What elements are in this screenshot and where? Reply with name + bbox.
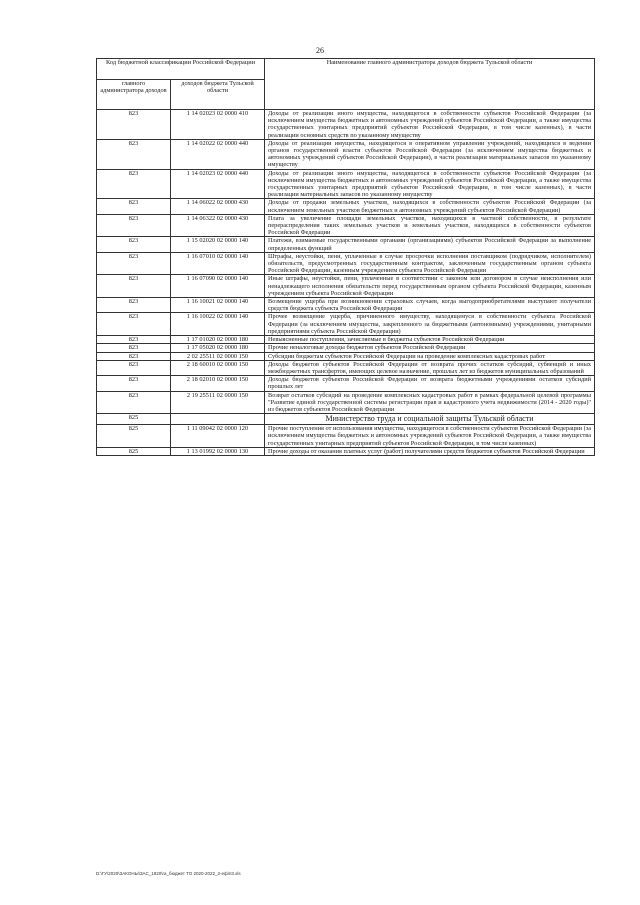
header-budget-income: доходов бюджета Тульской области [171, 80, 265, 110]
income-code-cell: 2 19 25511 02 0000 150 [171, 391, 265, 414]
income-name-cell: Министерство труда и социальной защиты Тульской области [265, 414, 595, 425]
table-row [97, 352, 595, 360]
admin-code-cell: 823 [97, 336, 171, 344]
income-name-cell: Прочие неналоговые доходы бюджетов субъектов Российской Федерации [265, 344, 595, 352]
income-code-cell: 1 11 09042 02 0000 120 [171, 425, 265, 448]
income-code-cell: 1 14 06022 02 0000 430 [171, 199, 265, 214]
income-code-cell: 1 15 02020 02 0000 140 [171, 237, 265, 252]
table-row [97, 298, 595, 313]
table-row [97, 199, 595, 214]
admin-code-cell: 825 [97, 414, 171, 425]
header-administrator-name: Наименование главного администратора доходов бюджета Тульской области [265, 59, 595, 110]
income-code-cell: 1 14 06322 02 0000 430 [171, 214, 265, 237]
income-name-cell: Плата за увеличение площади земельных участков, находящихся в частной собственности, в результате перераспределения таких земельных участков и земельных участков, находящихся в собственности субъектов Российской Федерации [265, 214, 595, 237]
header-main-administrator: главного администратора доходов [97, 80, 171, 110]
income-name-cell: Иные штрафы, неустойки, пени, уплаченные в соответствии с законом или договором в случае неисполнения или ненадлежащего исполнения обязательств перед государственным органом субъекта Российской Федерации, казенным учреждением субъекта Российской Федерации [265, 275, 595, 298]
admin-code-cell: 823 [97, 376, 171, 391]
income-name-cell: Штрафы, неустойки, пени, уплаченные в случае просрочки исполнения поставщиком (подрядчиком, исполнителем) обязательств, предусмотренных государственным контрактом, заключенным государственным органом субъекта Российской Федерации, казенным учреждением субъекта Российской Федерации [265, 252, 595, 275]
table-body [97, 110, 595, 456]
table-row [97, 139, 595, 169]
income-code-cell: 1 14 02022 02 0000 440 [171, 139, 265, 169]
section-row [97, 414, 595, 425]
admin-code-cell: 823 [97, 237, 171, 252]
admin-code-cell: 825 [97, 425, 171, 448]
table-row [97, 425, 595, 448]
admin-code-cell: 823 [97, 252, 171, 275]
income-code-cell: 1 16 10021 02 0000 140 [171, 298, 265, 313]
table-row [97, 313, 595, 336]
admin-code-cell: 823 [97, 352, 171, 360]
header-budget-classification-code: Код бюджетной классификации Российской Федерации [97, 59, 265, 80]
income-code-cell: 1 17 01020 02 0000 180 [171, 336, 265, 344]
table-row [97, 336, 595, 344]
table-row [97, 275, 595, 298]
admin-code-cell: 823 [97, 391, 171, 414]
page-number: 26 [316, 46, 324, 55]
income-name-cell: Возмещение ущерба при возникновении страховых случаев, когда выгодоприобретателями выступают получатели средств бюджета субъекта Российской Федерации [265, 298, 595, 313]
income-name-cell: Доходы бюджетов субъектов Российской Федерации от возврата бюджетными учреждениями остатков субсидий прошлых лет [265, 376, 595, 391]
income-code-cell: 1 16 10022 02 0000 140 [171, 313, 265, 336]
income-name-cell: Платежи, взимаемые государственными органами (организациями) субъектов Российской Федерации за выполнение определенных функций [265, 237, 595, 252]
income-name-cell: Доходы от реализации имущества, находящегося в оперативном управлении учреждений, находящихся в ведении органов государственной власти субъектов Российской Федерации (за исключением имущества бюджетных и автономных учреждений субъектов Российской Федерации), в части реализации материальных запасов по указанному имуществу [265, 139, 595, 169]
income-name-cell: Прочее возмещение ущерба, причиненного имуществу, находящемуся в собственности субъекта Российской Федерации (за исключением имущества, закрепленного за бюджетными (автономными) учреждениями, унитарными предприятиями субъекта Российской Федерации) [265, 313, 595, 336]
admin-code-cell: 823 [97, 139, 171, 169]
admin-code-cell: 823 [97, 298, 171, 313]
table-row [97, 344, 595, 352]
income-name-cell: Доходы от реализации иного имущества, находящегося в собственности субъектов Российской Федерации (за исключением имущества бюджетных и автономных учреждений субъектов Российской Федерации, а также имущества государственных унитарных предприятий субъектов Российской Федерации, в том числе казенных), в части реализации материальных запасов по указанному имуществу [265, 169, 595, 199]
income-code-cell [171, 414, 265, 425]
admin-code-cell: 823 [97, 199, 171, 214]
table-row [97, 237, 595, 252]
table-row [97, 391, 595, 414]
table-row [97, 376, 595, 391]
income-name-cell: Субсидии бюджетам субъектов Российской Федерации на проведение комплексных кадастровых работ [265, 352, 595, 360]
admin-code-cell: 823 [97, 110, 171, 140]
admin-code-cell: 823 [97, 344, 171, 352]
income-name-cell: Прочие поступления от использования имущества, находящегося в собственности субъектов Российской Федерации (за исключением имущества бюджетных и автономных учреждений субъектов Российской Федерации, а также имущества государственных унитарных предприятий субъектов Российской Федерации, в том числе казенных) [265, 425, 595, 448]
income-code-cell: 2 18 02010 02 0000 150 [171, 376, 265, 391]
admin-code-cell: 823 [97, 214, 171, 237]
table-row [97, 214, 595, 237]
admin-code-cell: 825 [97, 447, 171, 455]
admin-code-cell: 823 [97, 275, 171, 298]
table-row [97, 110, 595, 140]
income-code-cell: 1 16 07090 02 0000 140 [171, 275, 265, 298]
income-code-cell: 1 16 07010 02 0000 140 [171, 252, 265, 275]
income-name-cell: Доходы от реализации иного имущества, находящегося в собственности субъектов Российской Федерации (за исключением имущества бюджетных и автономных учреждений субъектов Российской Федерации, а также имущества государственных унитарных предприятий субъектов Российской Федерации, в том числе казенных), в части реализации основных средств по указанному имуществу [265, 110, 595, 140]
table-row [97, 360, 595, 375]
income-code-cell: 2 18 60010 02 0000 150 [171, 360, 265, 375]
income-code-cell: 1 14 02023 02 0000 440 [171, 169, 265, 199]
income-name-cell: Доходы от продажи земельных участков, находящихся в собственности субъектов Российской Федерации (за исключением земельных участков бюджетных и автономных учреждений субъектов Российской Федерации) [265, 199, 595, 214]
income-name-cell: Возврат остатков субсидий на проведение комплексных кадастровых работ в рамках федеральной целевой программы "Развитие единой государственной системы регистрации прав и кадастрового учета недвижимости (2014 - 2020 годы)" из бюджетов субъектов Российской Федерации [265, 391, 595, 414]
table-row [97, 252, 595, 275]
file-path-footer: D:\ГУ\2020\ЗАКОНЫ\ЗАС_1920\га_бюджет ТО 2020-2022_2-еф\п3.xls [96, 871, 241, 876]
income-code-cell: 1 17 05020 02 0000 180 [171, 344, 265, 352]
income-name-cell: Невыясненные поступления, зачисляемые в бюджеты субъектов Российской Федерации [265, 336, 595, 344]
admin-code-cell: 823 [97, 313, 171, 336]
income-name-cell: Прочие доходы от оказания платных услуг (работ) получателями средств бюджетов субъектов Российской Федерации [265, 447, 595, 455]
income-code-cell: 1 14 02023 02 0000 410 [171, 110, 265, 140]
table-row [97, 447, 595, 455]
income-administrators-table [96, 58, 595, 456]
income-code-cell: 2 02 25511 02 0000 150 [171, 352, 265, 360]
table-row [97, 169, 595, 199]
admin-code-cell: 823 [97, 360, 171, 375]
admin-code-cell: 823 [97, 169, 171, 199]
income-code-cell: 1 13 01992 02 0000 130 [171, 447, 265, 455]
income-name-cell: Доходы бюджетов субъектов Российской Федерации от возврата прочих остатков субсидий, субвенций и иных межбюджетных трансфертов, имеющих целевое назначение, прошлых лет из бюджетов муниципальных образований [265, 360, 595, 375]
